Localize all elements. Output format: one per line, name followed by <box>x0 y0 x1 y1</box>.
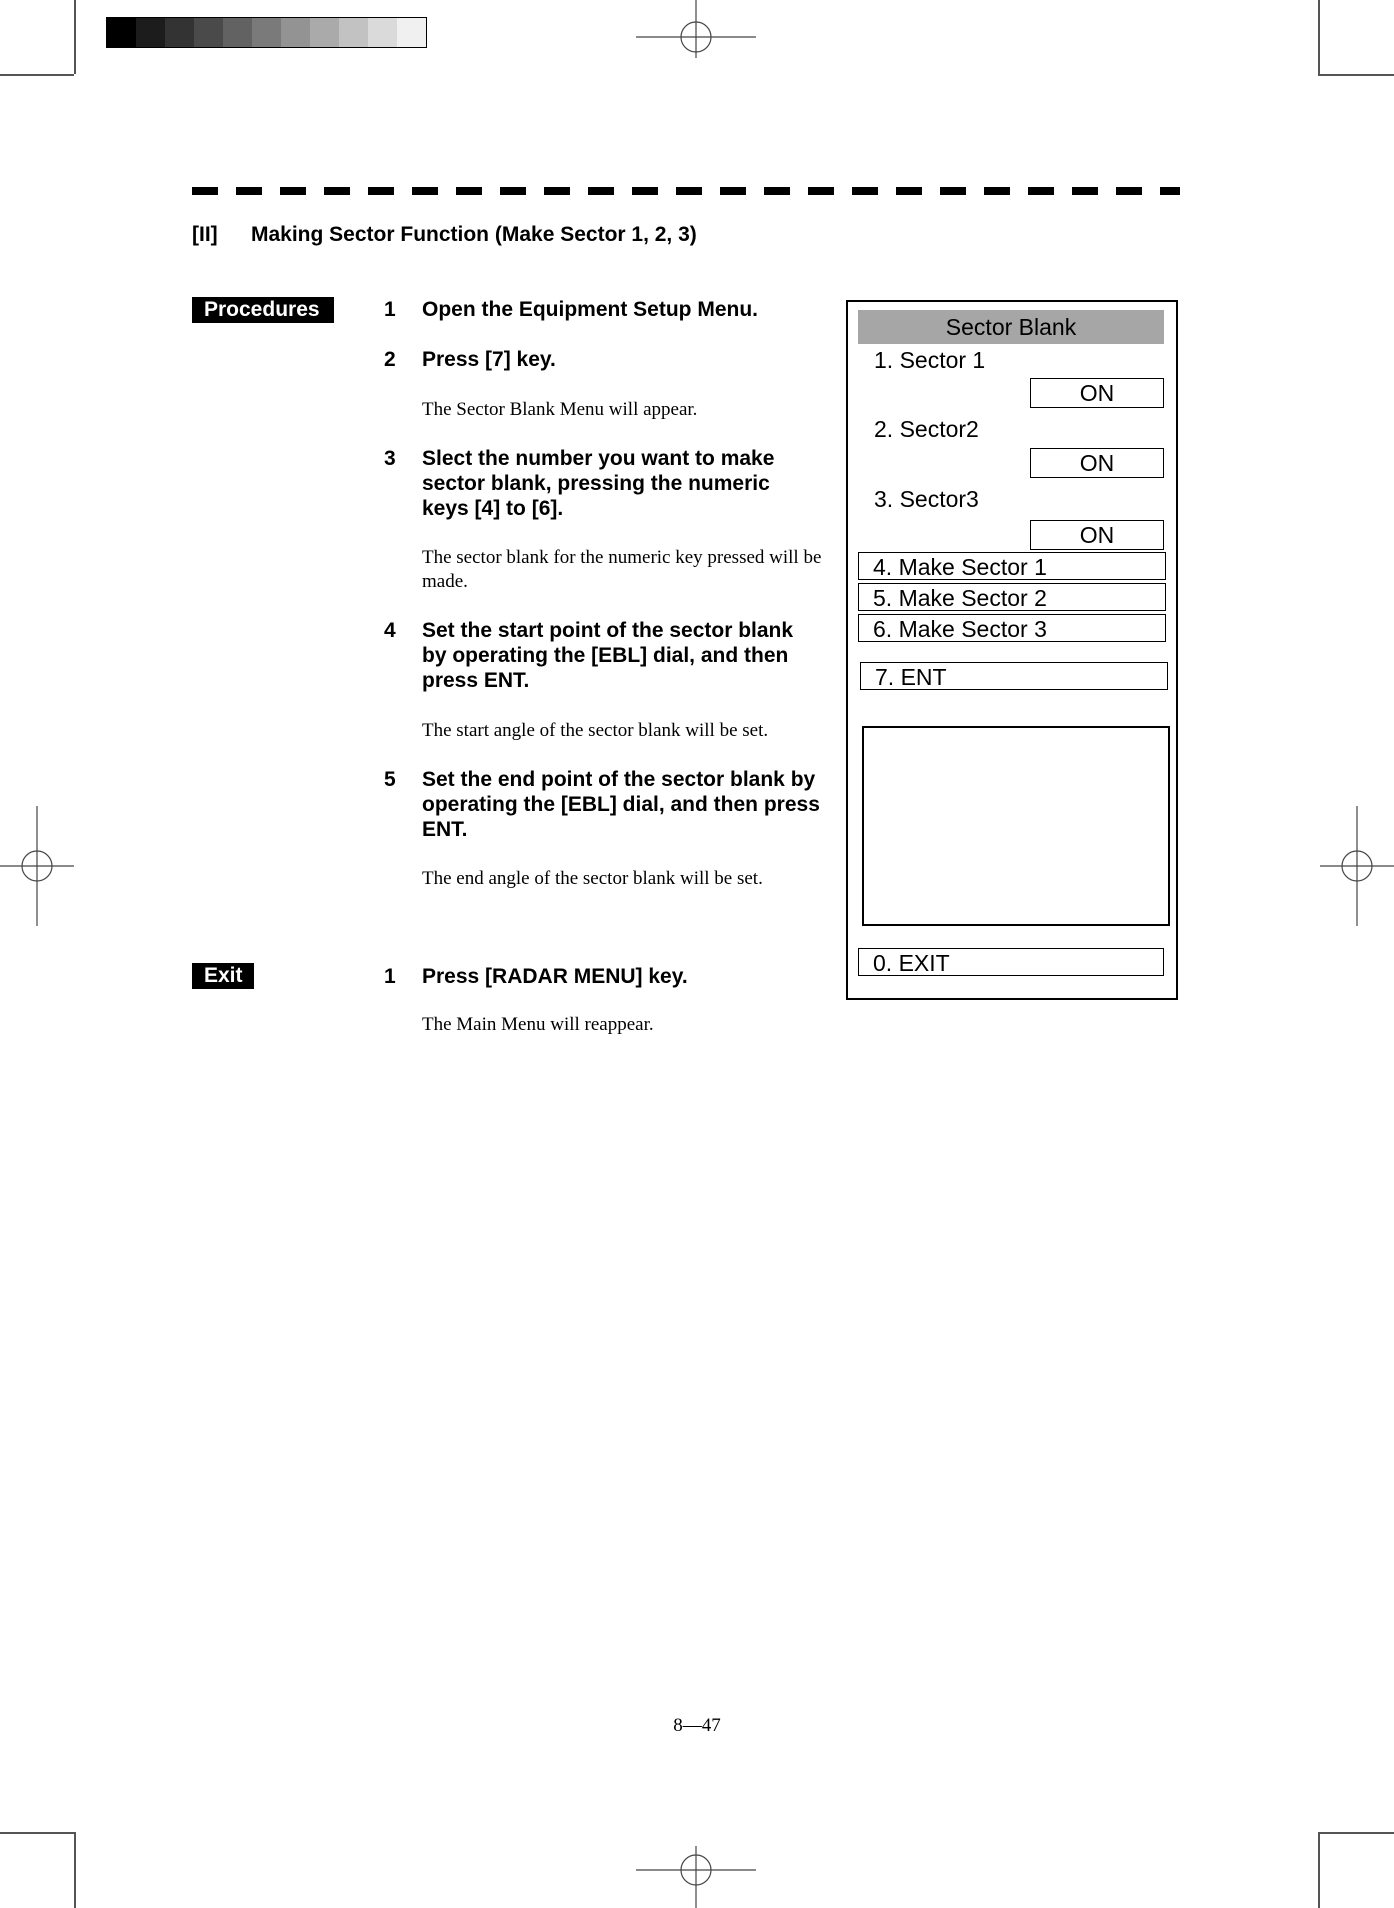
step-2-note: The Sector Blank Menu will appear. <box>422 399 698 420</box>
exit-step-note: The Main Menu will reappear. <box>422 1014 654 1035</box>
step-text: Open the Equipment Setup Menu. <box>422 298 758 321</box>
dashed-rule <box>192 187 1180 195</box>
make-sector-1-item[interactable]: 4. Make Sector 1 <box>858 552 1166 580</box>
step-5-note: The end angle of the sector blank will be set. <box>422 868 763 889</box>
section-number: [II] <box>192 223 218 246</box>
section-heading <box>192 223 697 247</box>
sector-2-value[interactable]: ON <box>1030 448 1164 478</box>
exit-item[interactable]: 0. EXIT <box>858 948 1164 976</box>
step-number: 3 <box>384 447 396 470</box>
step-number: 5 <box>384 768 396 791</box>
step-text: Slect the number you want to make sector blank, pressing the numeric keys [4] to [6]. <box>422 447 775 520</box>
step-3-note: The sector blank for the numeric key pressed will be made. <box>422 547 822 592</box>
step-number: 2 <box>384 348 396 371</box>
make-sector-3-item[interactable]: 6. Make Sector 3 <box>858 614 1166 642</box>
step-number: 1 <box>384 298 396 321</box>
step-4-note: The start angle of the sector blank will be set. <box>422 720 769 741</box>
sector-3-value[interactable]: ON <box>1030 520 1164 550</box>
sector-3-label[interactable]: 3. Sector3 <box>874 486 979 512</box>
step-text: Press [RADAR MENU] key. <box>422 965 688 988</box>
ent-item[interactable]: 7. ENT <box>860 662 1168 690</box>
page-number: 8—47 <box>673 1715 721 1736</box>
sector-blank-menu <box>846 300 1178 1000</box>
step-text: Set the start point of the sector blank by operating the [EBL] dial, and then press ENT. <box>422 619 794 692</box>
menu-title: Sector Blank <box>858 310 1164 344</box>
step-text: Press [7] key. <box>422 348 556 371</box>
sector-2-label[interactable]: 2. Sector2 <box>874 416 979 442</box>
sector-1-label[interactable]: 1. Sector 1 <box>874 347 986 373</box>
sector-display-area <box>862 726 1170 926</box>
step-number: 1 <box>384 965 396 988</box>
exit-label: Exit <box>192 963 254 989</box>
section-title: Making Sector Function (Make Sector 1, 2, 3) <box>251 223 697 246</box>
sector-1-value[interactable]: ON <box>1030 378 1164 408</box>
procedures-label: Procedures <box>192 297 334 323</box>
step-text: Set the end point of the sector blank by operating the [EBL] dial, and then press ENT. <box>422 768 820 841</box>
step-number: 4 <box>384 619 396 642</box>
make-sector-2-item[interactable]: 5. Make Sector 2 <box>858 583 1166 611</box>
